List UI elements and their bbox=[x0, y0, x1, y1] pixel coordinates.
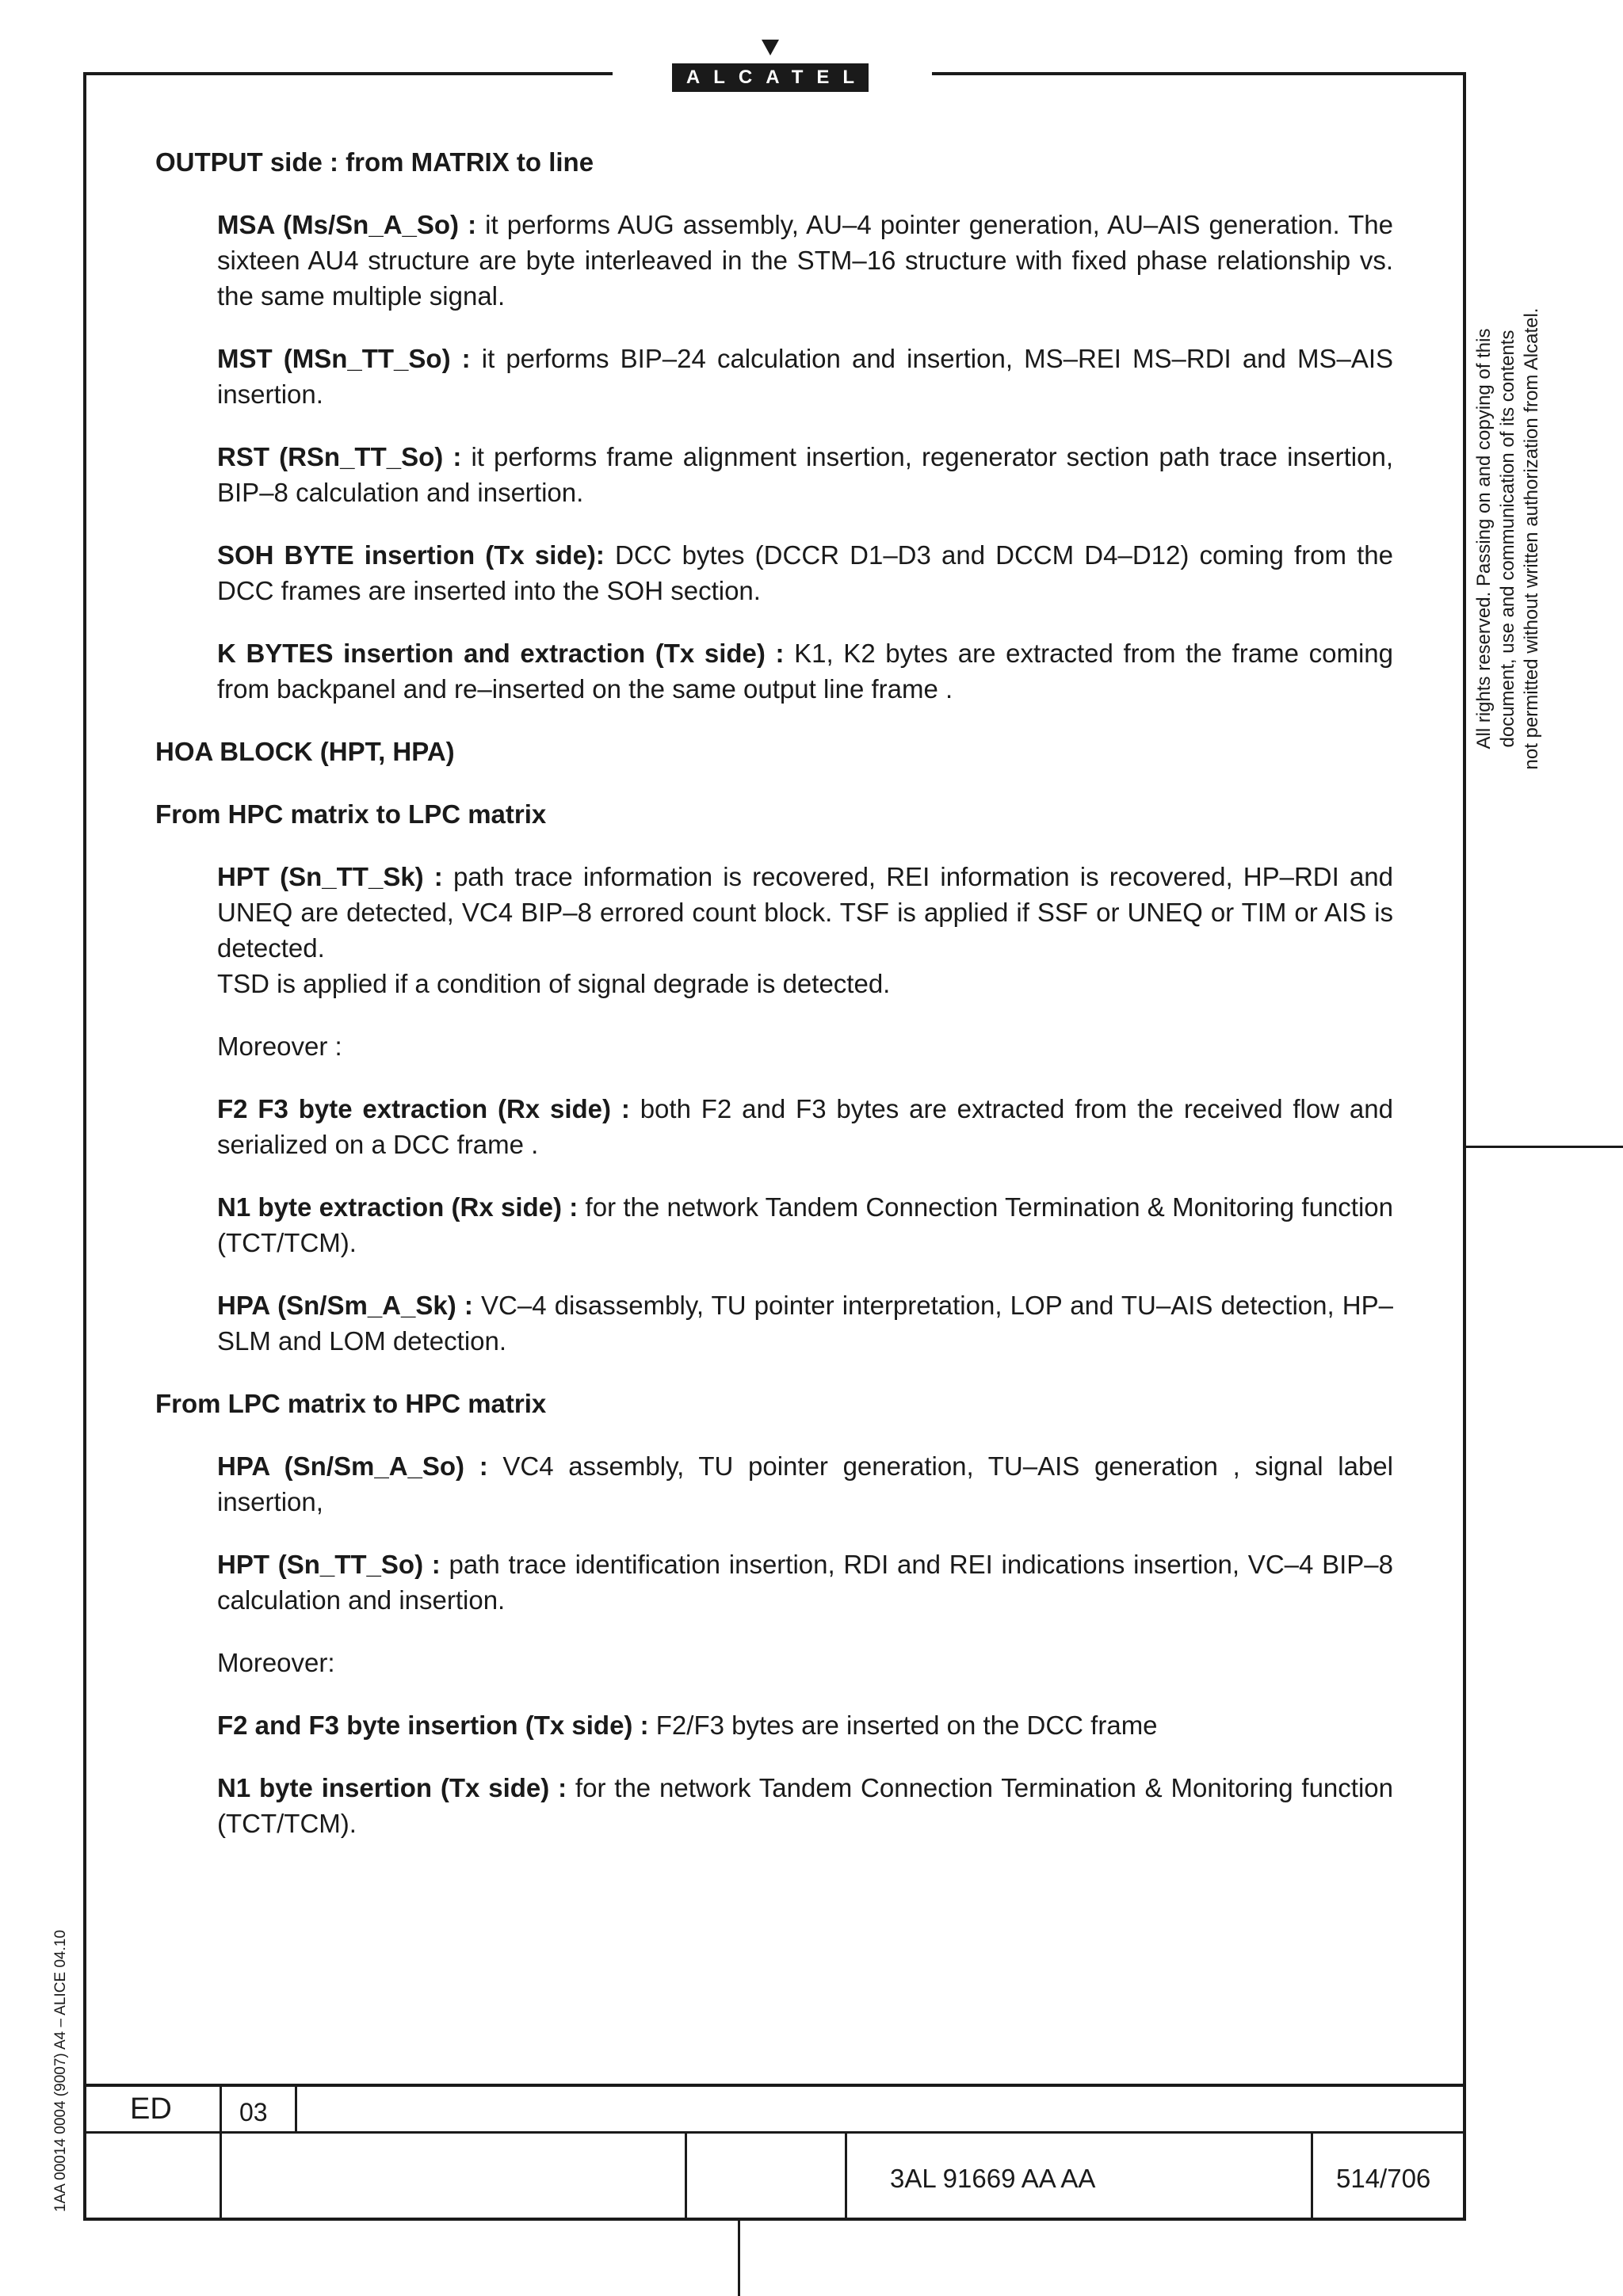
copyright-line-1: All rights reserved. Passing on and copying of this bbox=[1473, 328, 1495, 749]
kbytes-paragraph bbox=[217, 635, 1393, 707]
n1-insertion-text: for the network Tandem Connection Termination & Monitoring function (TCT/TCM). bbox=[217, 1773, 1393, 1838]
ed-value: 03 bbox=[239, 2098, 268, 2126]
hpt-so-paragraph bbox=[217, 1547, 1393, 1618]
hoa-heading: HOA BLOCK (HPT, HPA) bbox=[155, 737, 455, 766]
rst-paragraph bbox=[217, 439, 1393, 510]
footer-mid-line bbox=[83, 2131, 1466, 2134]
footer-v-2 bbox=[845, 2131, 847, 2221]
hpt-sk-term: HPT (Sn_TT_Sk) : bbox=[217, 862, 443, 891]
soh-paragraph bbox=[217, 537, 1393, 608]
ed-label: ED bbox=[130, 2092, 172, 2126]
frame-bottom bbox=[83, 2218, 1466, 2221]
hpa-so-paragraph bbox=[217, 1448, 1393, 1520]
f2f3-extraction-term: F2 F3 byte extraction (Rx side) : bbox=[217, 1094, 630, 1123]
kbytes-term: K BYTES insertion and extraction (Tx side) : bbox=[217, 639, 785, 668]
rst-text: it performs frame alignment insertion, regenerator section path trace insertion, BIP–8 calculation and insertion. bbox=[217, 442, 1393, 507]
moreover-2: Moreover: bbox=[217, 1648, 335, 1677]
output-heading: OUTPUT side : from MATRIX to line bbox=[155, 147, 594, 177]
logo-text: ALCATEL bbox=[672, 63, 869, 92]
n1-insertion-paragraph bbox=[217, 1770, 1393, 1841]
copyright-line-3: not permitted without written authorization from Alcatel. bbox=[1521, 307, 1542, 770]
copyright-note bbox=[1472, 277, 1544, 800]
hpa-so-text: VC4 assembly, TU pointer generation, TU–AIS generation , signal label insertion, bbox=[217, 1451, 1393, 1516]
hpt-so-text: path trace identification insertion, RDI and REI indications insertion, VC–4 BIP–8 calculation and insertion. bbox=[217, 1550, 1393, 1615]
page-number: 514/706 bbox=[1336, 2164, 1431, 2193]
lpc-hpc-heading: From LPC matrix to HPC matrix bbox=[155, 1389, 547, 1418]
f2f3-insertion-paragraph bbox=[217, 1707, 1393, 1743]
hpa-so-term: HPA (Sn/Sm_A_So) : bbox=[217, 1451, 488, 1481]
kbytes-text: K1, K2 bytes are extracted from the frame coming from backpanel and re–inserted on the same output line frame . bbox=[217, 639, 1394, 704]
msa-paragraph bbox=[217, 207, 1393, 314]
footer-v-3 bbox=[1311, 2131, 1313, 2221]
n1-extraction-paragraph bbox=[217, 1189, 1393, 1261]
alcatel-logo bbox=[672, 40, 869, 95]
frame-top-right bbox=[932, 72, 1466, 75]
document-code: 3AL 91669 AA AA bbox=[890, 2164, 1096, 2193]
soh-term: SOH BYTE insertion (Tx side): bbox=[217, 540, 605, 570]
hpt-sk-paragraph bbox=[217, 859, 1393, 1001]
rst-term: RST (RSn_TT_So) : bbox=[217, 442, 462, 471]
frame-bottom-tick bbox=[738, 2221, 740, 2296]
soh-text: DCC bytes (DCCR D1–D3 and DCCM D4–D12) coming from the DCC frames are inserted into the SOH section. bbox=[217, 540, 1394, 605]
frame-top-left bbox=[83, 72, 613, 75]
document-body bbox=[155, 144, 1393, 1868]
f2f3-insertion-text: F2/F3 bytes are inserted on the DCC frame bbox=[648, 1711, 1158, 1740]
mst-term: MST (MSn_TT_So) : bbox=[217, 344, 471, 373]
hpa-sk-text: VC–4 disassembly, TU pointer interpretation, LOP and TU–AIS detection, HP–SLM and LOM detection. bbox=[217, 1291, 1393, 1356]
msa-term: MSA (Ms/Sn_A_So) : bbox=[217, 210, 477, 239]
hpa-sk-term: HPA (Sn/Sm_A_Sk) : bbox=[217, 1291, 473, 1320]
hpt-so-term: HPT (Sn_TT_So) : bbox=[217, 1550, 441, 1579]
f2f3-extraction-text: both F2 and F3 bytes are extracted from the received flow and serialized on a DCC frame . bbox=[217, 1094, 1393, 1159]
msa-text: it performs AUG assembly, AU–4 pointer generation, AU–AIS generation. The sixteen AU4 structure are byte interleaved in the STM–16 structure with fixed phase relationship vs. the same multiple signal. bbox=[217, 210, 1394, 311]
logo-triangle-icon bbox=[762, 40, 779, 55]
footer-v-1 bbox=[685, 2131, 687, 2221]
f2f3-insertion-term: F2 and F3 byte insertion (Tx side) : bbox=[217, 1711, 649, 1740]
form-code: 1AA 00014 0004 (9007) A4 – ALICE 04.10 bbox=[52, 1929, 69, 2212]
footer-v-ed bbox=[220, 2084, 222, 2221]
frame-left bbox=[83, 72, 86, 2221]
hpa-sk-paragraph bbox=[217, 1287, 1393, 1359]
footer-top-line bbox=[83, 2084, 1466, 2087]
f2f3-extraction-paragraph bbox=[217, 1091, 1393, 1162]
moreover-1: Moreover : bbox=[217, 1032, 342, 1061]
n1-insertion-term: N1 byte insertion (Tx side) : bbox=[217, 1773, 567, 1802]
n1-extraction-term: N1 byte extraction (Rx side) : bbox=[217, 1192, 579, 1222]
footer-v-ed-value bbox=[295, 2084, 297, 2133]
mst-paragraph bbox=[217, 341, 1393, 412]
copyright-line-2: document, use and communication of its contents bbox=[1497, 330, 1518, 748]
hpt-sk-text: path trace information is recovered, REI information is recovered, HP–RDI and UNEQ are detected, VC4 BIP–8 errored count block. TSF is applied if SSF or UNEQ or TIM or AIS is detected. bbox=[217, 862, 1394, 963]
hpt-sk-text-2: TSD is applied if a condition of signal degrade is detected. bbox=[217, 969, 891, 998]
mst-text: it performs BIP–24 calculation and insertion, MS–REI MS–RDI and MS–AIS insertion. bbox=[217, 344, 1394, 409]
frame-right-tick bbox=[1463, 1146, 1623, 1148]
hpc-lpc-heading: From HPC matrix to LPC matrix bbox=[155, 799, 547, 829]
n1-extraction-text: for the network Tandem Connection Termination & Monitoring function (TCT/TCM). bbox=[217, 1192, 1394, 1257]
